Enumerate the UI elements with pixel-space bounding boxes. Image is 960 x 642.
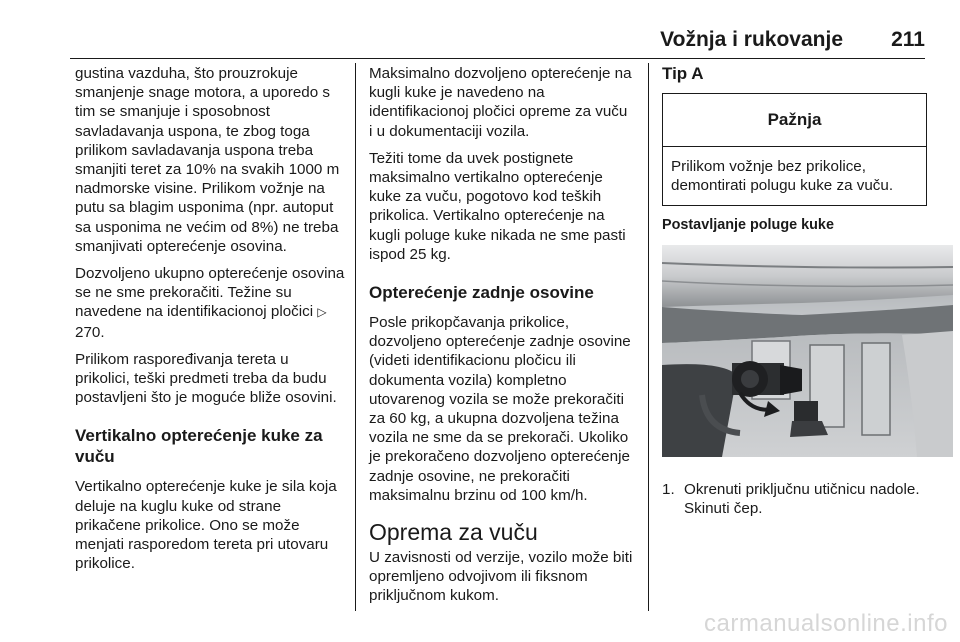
list-item [662, 480, 927, 518]
header-rule [70, 58, 925, 59]
column-divider-2 [648, 63, 649, 611]
step-text: Okrenuti priključnu utičnicu nadole. Skinuti čep. [684, 481, 920, 518]
column-3 [662, 64, 927, 518]
triangle-right-icon: ▷ [317, 305, 327, 320]
heading-tip-a: Tip A [662, 64, 704, 83]
heading-install-hook: Postavljanje poluge kuke [662, 216, 834, 233]
page-number: 211 [891, 28, 925, 51]
paragraph-vertical-load: Vertikalno opterećenje kuke je sila koja deluje na kuglu kuke od strane prikačene prikolice. Ono se može menjati rasporedom tereta pri utovaru prikolice. [75, 478, 337, 573]
paragraph-towing: U zavisnosti od verzije, vozilo može biti opremljeno odvojivom ili fiksnom priključnom kukom. [369, 549, 633, 605]
heading-towing-equipment: Oprema za vuču [369, 519, 538, 546]
paragraph-target-load: Težiti tome da uvek postignete maksimalno vertikalno opterećenje kuke za vuču, pogotovo kod teških prikolica. Vertikalno opterećenje na kugli poluge kuke nikada ne sme pasti ispod 25 kg. [369, 149, 626, 263]
paragraph-load-distribution: Prilikom raspoređivanja tereta u prikolici, teški predmeti treba da budu postavljeni što je moguće bliže osovini. [75, 350, 337, 407]
heading-rear-axle-load: Opterećenje zadnje osovine [369, 283, 594, 303]
column-divider-1 [355, 63, 356, 611]
heading-vertical-load: Vertikalno opterećenje kuke za vuču [75, 426, 323, 467]
page-reference-link[interactable]: 270. [75, 323, 105, 341]
step-number: 1. [662, 481, 675, 499]
header-title: Vožnja i rukovanje [660, 28, 843, 51]
watermark-text: carmanualsonline.info [704, 610, 948, 637]
warning-box [662, 93, 927, 205]
paragraph-rear-axle: Posle prikopčavanja prikolice, dozvoljeno opterećenje zadnje osovine (videti identifikacionu pločicu ili dokumenta vozila) kompletno utovarenog vozila se može prekoračiti za 60 kg, a ukupna dozvoljena težina vozila ne sme da se prekorači. Ukoliko je prekoračeno dozvoljeno opterećenje zadnje osovine, ne prekoračiti maksimalnu brzinu od 100 km/h. [369, 314, 631, 504]
column-1 [75, 64, 345, 581]
tow-hook-illustration [662, 245, 953, 457]
warning-text: Prilikom vožnje bez prikolice, demontirati polugu kuke za vuču. [671, 158, 894, 195]
warning-title: Pažnja [663, 94, 926, 147]
paragraph-axle-load-text: Dozvoljeno ukupno opterećenje osovina se ne sme prekoračiti. Težine su navedene na identifikacionoj pločici [75, 265, 345, 321]
paragraph-axle-load [75, 264, 345, 342]
paragraph-max-load: Maksimalno dozvoljeno opterećenje na kugli kuke je navedeno na identifikacionoj pločici opreme za vuču i u dokumentaciji vozila. [369, 65, 632, 140]
paragraph-air-density: gustina vazduha, što prouzrokuje smanjenje snage motora, a uporedo s tim se smanjuje i sposobnost savladavanja uspona, te zbog toga prilikom savladavanja uspona treba smanjiti teret za 10% na svakih 1000 m nadmorske visine. Prilikom vožnje na putu sa blagim usponima (npr. autoput sa usponima ne većim od 8%) ne treba smanjivati opterećenje osovina. [75, 65, 340, 255]
column-2 [369, 64, 634, 614]
page-header [70, 22, 925, 58]
